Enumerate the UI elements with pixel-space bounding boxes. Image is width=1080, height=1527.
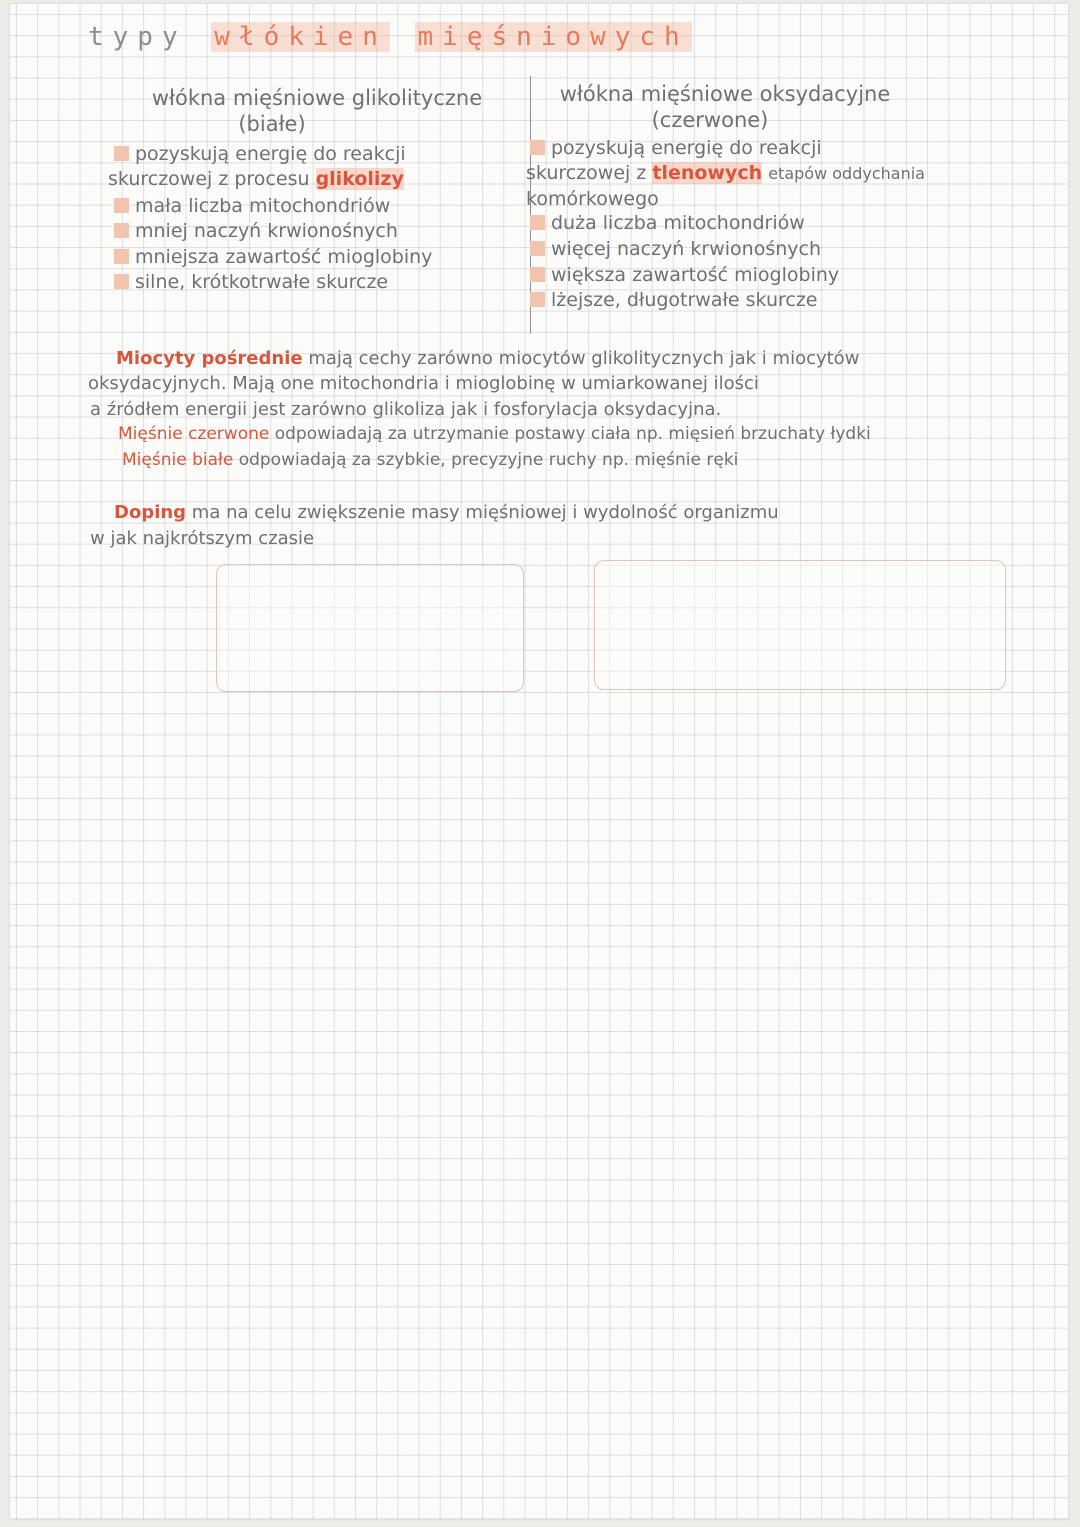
paragraph-text: odpowiadają za szybkie, precyzyjne ruchy np. mięśnie ręki (238, 450, 739, 470)
paragraph-line (114, 502, 779, 523)
right-intro-line2-post: etapów oddychania (768, 164, 925, 183)
right-list-item-text: więcej naczyń krwionośnych (551, 238, 821, 260)
right-column-heading: włókna mięśniowe oksydacyjne (559, 82, 891, 106)
right-intro-line3: komórkowego (526, 188, 659, 210)
paragraph-text: ma na celu zwiększenie masy mięśniowej i wydolność organizmu (191, 502, 779, 523)
right-intro-text: pozyskują energię do reakcji (551, 137, 822, 159)
title-word-typy: typy (88, 22, 187, 52)
bullet-square-icon (530, 215, 545, 230)
right-list-item (530, 212, 805, 234)
right-list-item-text: lżejsze, długotrwałe skurcze (551, 289, 818, 311)
left-list-item (114, 246, 432, 268)
paragraph-line (116, 348, 859, 369)
left-intro-text: pozyskują energię do reakcji (135, 143, 406, 165)
left-list-item (114, 220, 398, 242)
bullet-square-icon (114, 146, 129, 161)
highlight-glikolizy: glikolizy (315, 168, 404, 190)
left-list-item-text: mniej naczyń krwionośnych (135, 220, 398, 242)
right-list-item (530, 238, 821, 260)
highlight-miesnie-biale: Mięśnie białe (122, 450, 234, 470)
right-column-subheading: (czerwone) (651, 108, 769, 132)
highlight-doping: Doping (114, 502, 187, 523)
empty-note-box-right (594, 560, 1006, 690)
title-word-wlokien: włókien (211, 22, 390, 52)
paragraph-line: w jak najkrótszym czasie (90, 528, 315, 549)
paragraph-line (122, 450, 738, 470)
right-list-item (530, 264, 839, 286)
right-list-item-text: większa zawartość mioglobiny (551, 264, 840, 286)
bullet-square-icon (114, 198, 129, 213)
paragraph-line: a źródłem energii jest zarówno glikoliza jak i fosforylacja oksydacyjna. (90, 399, 722, 420)
bullet-square-icon (530, 267, 545, 282)
paragraph-line (118, 424, 871, 444)
left-list-item-text: mniejsza zawartość mioglobiny (135, 246, 433, 268)
left-list-item-text: silne, krótkotrwałe skurcze (135, 271, 389, 293)
left-list-item (114, 271, 388, 293)
left-intro-line2-text: skurczowej z procesu (108, 168, 310, 190)
left-intro-line2 (108, 168, 404, 190)
paragraph-line: oksydacyjnych. Mają one mitochondria i mioglobinę w umiarkowanej ilości (88, 373, 759, 394)
left-intro-line1 (114, 143, 406, 165)
left-column-subheading: (białe) (238, 112, 306, 136)
bullet-square-icon (530, 241, 545, 256)
notebook-page (10, 4, 1068, 1519)
highlight-miesnie-czerwone: Mięśnie czerwone (118, 424, 270, 444)
bullet-square-icon (114, 249, 129, 264)
bullet-square-icon (114, 274, 129, 289)
paragraph-text: mają cechy zarówno miocytów glikolitycznych jak i miocytów (308, 348, 860, 369)
right-list-item-text: duża liczba mitochondriów (551, 212, 805, 234)
empty-note-box-left (216, 564, 524, 692)
right-intro-line1 (530, 137, 822, 159)
title-word-miesniowych: mięśniowych (415, 22, 692, 52)
bullet-square-icon (530, 292, 545, 307)
left-list-item (114, 195, 390, 217)
right-list-item (530, 289, 817, 311)
right-intro-line2-text: skurczowej z (526, 162, 647, 184)
bullet-square-icon (530, 140, 545, 155)
right-intro-line2 (526, 162, 925, 184)
left-column-heading: włókna mięśniowe glikolityczne (151, 86, 483, 110)
left-list-item-text: mała liczba mitochondriów (135, 195, 391, 217)
paragraph-text: odpowiadają za utrzymanie postawy ciała np. mięsień brzuchaty łydki (274, 424, 871, 444)
bullet-square-icon (114, 223, 129, 238)
highlight-tlenowych: tlenowych (652, 162, 763, 184)
highlight-miocyty-posrednie: Miocyty pośrednie (116, 348, 303, 369)
page-title (88, 22, 692, 52)
